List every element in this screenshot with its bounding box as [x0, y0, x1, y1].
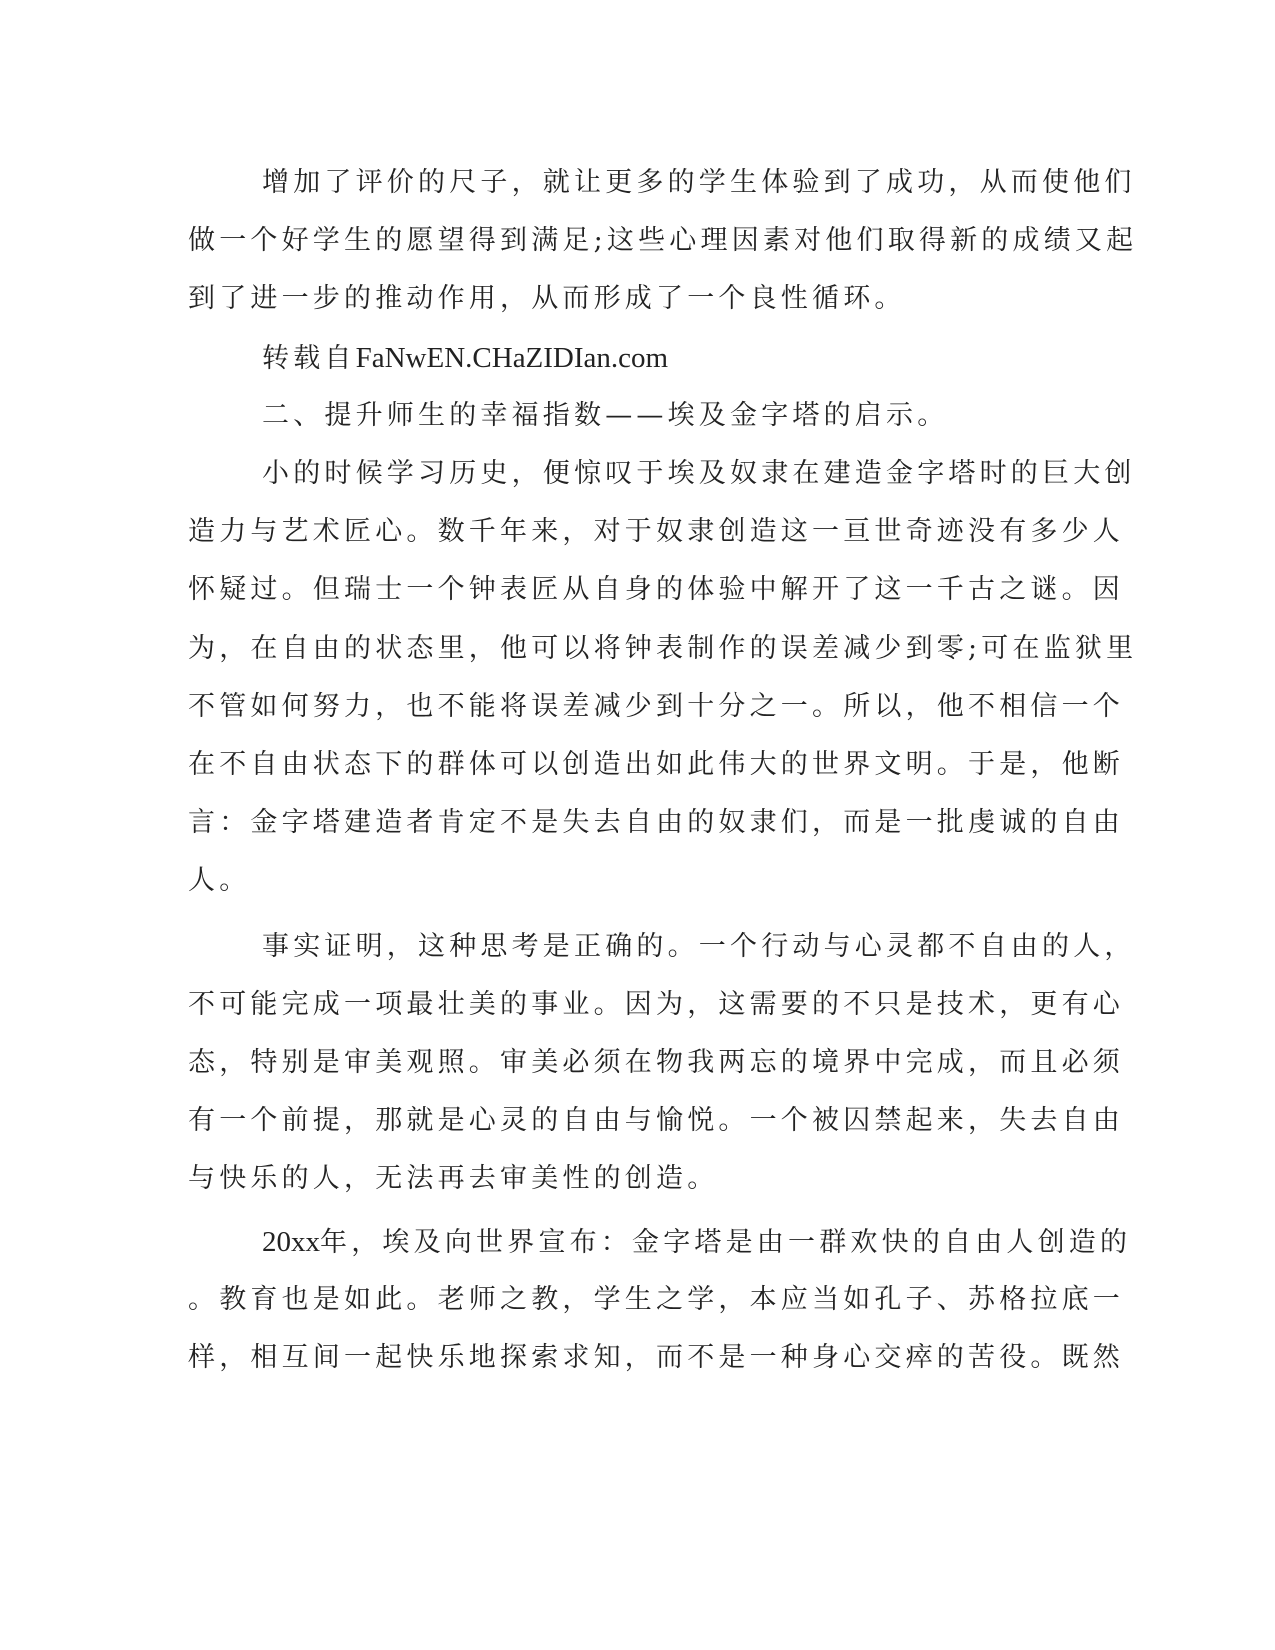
section-heading: 二、提升师生的幸福指数——埃及金字塔的启示。: [262, 400, 949, 431]
paragraph-text: 年，埃及向世界宣布：金字塔是由一群欢快的自由人创造的: [320, 1227, 1132, 1258]
paragraph-line: 做一个好学生的愿望得到满足;这些心理因素对他们取得新的成绩又起: [188, 225, 1138, 256]
source-site: FaNwEN.CHaZIDIan.com: [355, 342, 669, 374]
paragraph-line: 人。: [188, 865, 251, 896]
paragraph-line: 。教育也是如此。老师之教，学生之学，本应当如孔子、苏格拉底一: [188, 1284, 1124, 1315]
paragraph-line: 不管如何努力，也不能将误差减少到十分之一。所以，他不相信一个: [188, 691, 1124, 722]
paragraph-line: 为，在自由的状态里，他可以将钟表制作的误差减少到零;可在监狱里: [188, 633, 1138, 664]
paragraph-line: 在不自由状态下的群体可以创造出如此伟大的世界文明。于是，他断: [188, 749, 1124, 780]
paragraph-line: 不可能完成一项最壮美的事业。因为，这需要的不只是技术，更有心: [188, 989, 1124, 1020]
paragraph-line: 到了进一步的推动作用，从而形成了一个良性循环。: [188, 283, 906, 314]
paragraph-line: [262, 1225, 1162, 1260]
paragraph-line: 言：金字塔建造者肯定不是失去自由的奴隶们，而是一批虔诚的自由: [188, 807, 1124, 838]
paragraph-line: 态，特别是审美观照。审美必须在物我两忘的境界中完成，而且必须: [188, 1047, 1124, 1078]
source-line: [262, 341, 1162, 376]
source-label: 转载自: [262, 343, 356, 374]
paragraph-line: 与快乐的人，无法再去审美性的创造。: [188, 1163, 719, 1194]
paragraph-line: 小的时候学习历史，便惊叹于埃及奴隶在建造金字塔时的巨大创: [262, 458, 1136, 489]
paragraph-line: 有一个前提，那就是心灵的自由与愉悦。一个被囚禁起来，失去自由: [188, 1105, 1124, 1136]
year-text: 20xx: [262, 1226, 320, 1258]
paragraph-line: 事实证明，这种思考是正确的。一个行动与心灵都不自由的人，: [262, 931, 1136, 962]
paragraph-line: 增加了评价的尺子，就让更多的学生体验到了成功，从而使他们: [262, 167, 1136, 198]
paragraph-line: 样，相互间一起快乐地探索求知，而不是一种身心交瘁的苦役。既然: [188, 1342, 1124, 1373]
paragraph-line: 造力与艺术匠心。数千年来，对于奴隶创造这一亘世奇迹没有多少人: [188, 516, 1124, 547]
paragraph-line: 怀疑过。但瑞士一个钟表匠从自身的体验中解开了这一千古之谜。因: [188, 574, 1124, 605]
